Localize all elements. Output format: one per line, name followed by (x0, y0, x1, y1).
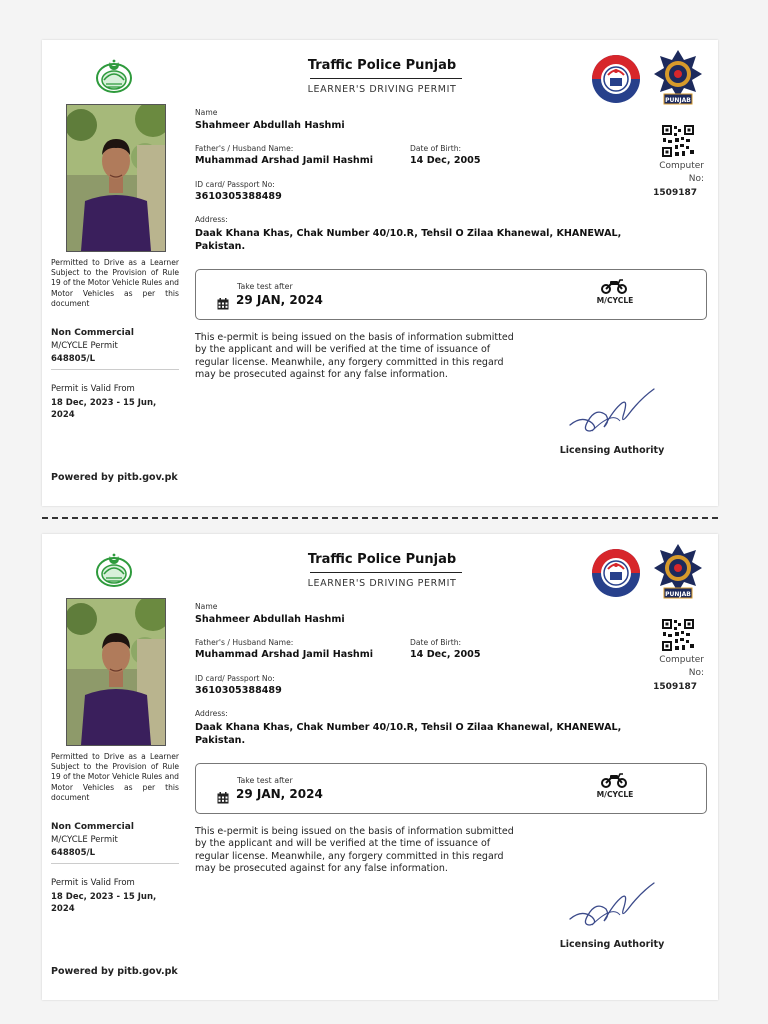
validity-range: 18 Dec, 2023 - 15 Jun, 2024 (51, 398, 157, 420)
permitted-text: Permitted to Drive as a Learner Subject to the Provision of Rule 19 of the Motor Vehicle Rules and Motor Vehicles as per this document (51, 258, 179, 308)
permit-card-1 (42, 40, 718, 506)
test-date-box (195, 763, 707, 814)
computer-number-label: Computer No: (659, 161, 704, 184)
father-label: Father's / Husband Name: (195, 638, 294, 647)
motorcycle-icon (601, 278, 627, 294)
computer-number: 1509187 (653, 188, 697, 198)
permitted-text: Permitted to Drive as a Learner Subject to the Provision of Rule 19 of the Motor Vehicle Rules and Motor Vehicles as per this document (51, 752, 179, 802)
father-label: Father's / Husband Name: (195, 144, 294, 153)
punjab-police-seal-icon (591, 54, 641, 104)
page-title: Traffic Police Punjab (307, 58, 457, 73)
permit-number: 648805/L (51, 848, 96, 858)
father-name: Muhammad Arshad Jamil Hashmi (195, 155, 374, 166)
title-underline (310, 78, 462, 79)
traffic-police-badge-icon (654, 50, 702, 106)
qr-code-icon (661, 618, 695, 652)
permit-type: M/CYCLE Permit (51, 341, 118, 351)
licensing-authority: Licensing Authority (559, 445, 665, 456)
name-label: Name (195, 602, 218, 611)
address-label: Address: (195, 709, 228, 718)
title-underline (310, 572, 462, 573)
page-subtitle: LEARNER'S DRIVING PERMIT (307, 84, 457, 95)
traffic-police-badge-icon (654, 544, 702, 600)
test-date: 29 JAN, 2024 (236, 293, 323, 307)
punjab-government-logo (92, 550, 136, 590)
authority-signature (562, 879, 662, 934)
address: Daak Khana Khas, Chak Number 40/10.R, Tehsil O Zilaa Khanewal, KHANEWAL, Pakistan. (195, 722, 622, 746)
vehicle-type: M/CYCLE (596, 296, 634, 305)
validity-label: Permit is Valid From (51, 878, 135, 888)
computer-number: 1509187 (653, 682, 697, 692)
punjab-government-logo (92, 56, 136, 96)
left-separator (51, 863, 179, 864)
applicant-photo (66, 598, 166, 746)
page-subtitle: LEARNER'S DRIVING PERMIT (307, 578, 457, 589)
date-of-birth: 14 Dec, 2005 (410, 155, 481, 166)
date-of-birth: 14 Dec, 2005 (410, 649, 481, 660)
address: Daak Khana Khas, Chak Number 40/10.R, Tehsil O Zilaa Khanewal, KHANEWAL, Pakistan. (195, 228, 622, 252)
test-label: Take test after (237, 776, 293, 785)
validity-range: 18 Dec, 2023 - 15 Jun, 2024 (51, 892, 157, 914)
commercial-status: Non Commercial (51, 328, 134, 338)
motorcycle-icon (601, 772, 627, 788)
vehicle-type: M/CYCLE (596, 790, 634, 799)
cut-line-divider (42, 517, 718, 519)
dob-label: Date of Birth: (410, 638, 462, 647)
address-label: Address: (195, 215, 228, 224)
test-label: Take test after (237, 282, 293, 291)
calendar-icon (217, 789, 229, 801)
powered-by: Powered by pitb.gov.pk (51, 966, 178, 977)
dob-label: Date of Birth: (410, 144, 462, 153)
permit-card-2 (42, 534, 718, 1000)
validity-label: Permit is Valid From (51, 384, 135, 394)
powered-by: Powered by pitb.gov.pk (51, 472, 178, 483)
test-date-box (195, 269, 707, 320)
disclaimer-text: This e-permit is being issued on the basis of information submitted by the applicant and will be verified at the time of issuance of regular license. Meanwhile, any forgery committed in this regard may be prosecuted against for any false information. (195, 332, 514, 381)
id-label: ID card/ Passport No: (195, 674, 275, 683)
licensing-authority: Licensing Authority (559, 939, 665, 950)
badge-text: PUNJAB (665, 97, 691, 104)
left-separator (51, 369, 179, 370)
qr-code-icon (661, 124, 695, 158)
name-label: Name (195, 108, 218, 117)
id-number: 3610305388489 (195, 191, 282, 202)
calendar-icon (217, 295, 229, 307)
punjab-police-seal-icon (591, 548, 641, 598)
applicant-photo (66, 104, 166, 252)
commercial-status: Non Commercial (51, 822, 134, 832)
disclaimer-text: This e-permit is being issued on the basis of information submitted by the applicant and will be verified at the time of issuance of regular license. Meanwhile, any forgery committed in this regard may be prosecuted against for any false information. (195, 826, 514, 875)
permit-type: M/CYCLE Permit (51, 835, 118, 845)
father-name: Muhammad Arshad Jamil Hashmi (195, 649, 374, 660)
computer-number-label: Computer No: (659, 655, 704, 678)
badge-text: PUNJAB (665, 591, 691, 598)
permit-number: 648805/L (51, 354, 96, 364)
page-title: Traffic Police Punjab (307, 552, 457, 567)
test-date: 29 JAN, 2024 (236, 787, 323, 801)
id-number: 3610305388489 (195, 685, 282, 696)
applicant-name: Shahmeer Abdullah Hashmi (195, 120, 345, 131)
id-label: ID card/ Passport No: (195, 180, 275, 189)
applicant-name: Shahmeer Abdullah Hashmi (195, 614, 345, 625)
authority-signature (562, 385, 662, 440)
